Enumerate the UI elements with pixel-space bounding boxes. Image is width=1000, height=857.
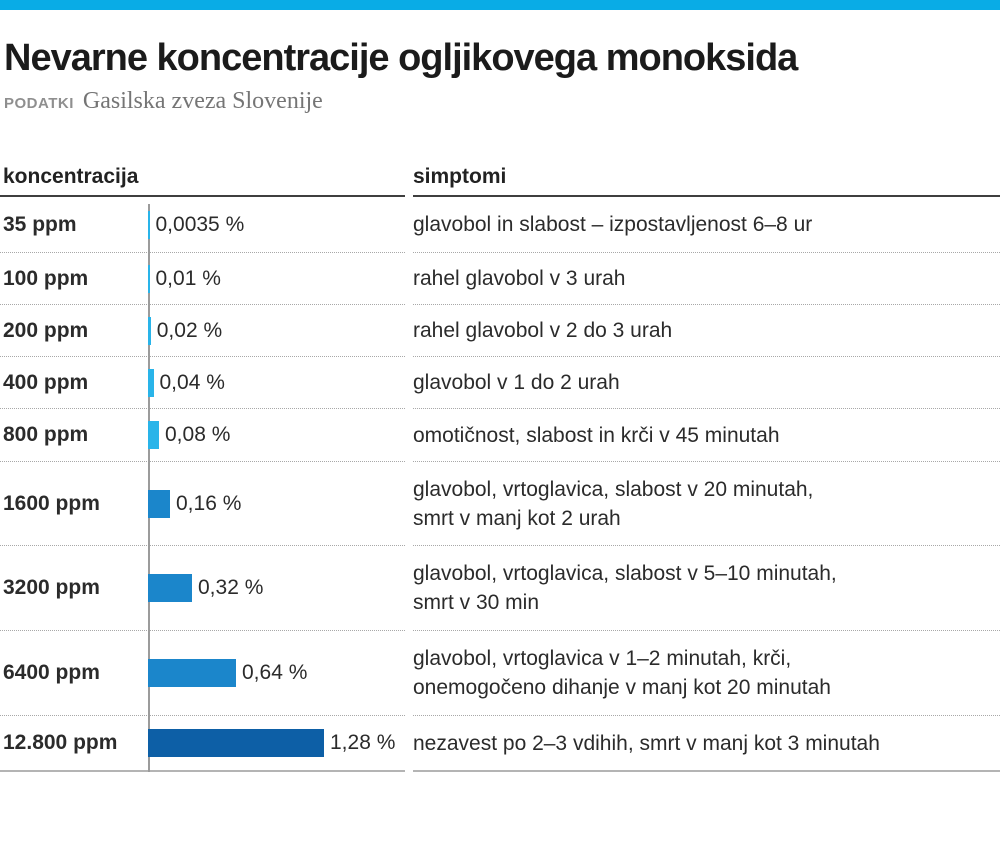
column-gap (405, 157, 413, 197)
column-gap (405, 197, 413, 253)
symptom-line: glavobol, vrtoglavica, slabost v 5–10 minutah, (413, 562, 837, 585)
symptom-text (413, 197, 1000, 253)
table-header (0, 157, 1000, 197)
concentration-cell (0, 197, 405, 253)
bar-area (148, 421, 405, 449)
concentration-cell (0, 716, 405, 772)
percent-label: 0,01 % (155, 266, 221, 290)
table-row (0, 305, 1000, 357)
column-gap (405, 631, 413, 716)
symptom-text (413, 631, 1000, 716)
symptom-line: omotičnost, slabost in krči v 45 minutah (413, 423, 780, 447)
concentration-label: 3200 ppm (3, 576, 100, 599)
symptom-line: glavobol, vrtoglavica, slabost v 20 minutah, (413, 477, 814, 501)
symptom-text (413, 716, 1000, 772)
bar-area (148, 659, 405, 687)
table-body (0, 197, 1000, 772)
concentration-cell (0, 631, 405, 716)
source-label: PODATKI (4, 95, 74, 112)
column-gap (405, 253, 413, 305)
concentration-label: 200 ppm (3, 318, 89, 342)
concentration-bar (148, 490, 170, 518)
concentration-label: 6400 ppm (3, 661, 100, 684)
percent-label: 0,04 % (159, 370, 225, 394)
percent-label: 0,16 % (176, 491, 242, 515)
concentration-bar (148, 369, 154, 397)
table-row (0, 716, 1000, 772)
symptom-line: onemogočeno dihanje v manj kot 20 minutah (413, 676, 831, 699)
column-gap (405, 546, 413, 631)
bar-area (148, 317, 405, 345)
symptom-text (413, 357, 1000, 409)
table-row (0, 253, 1000, 305)
bar-area (148, 265, 405, 293)
symptom-line: glavobol in slabost – izpostavljenost 6–8 ur (413, 213, 813, 236)
percent-label: 1,28 % (330, 731, 396, 754)
source-name: Gasilska zveza Slovenije (82, 88, 323, 114)
concentration-bar (148, 211, 150, 239)
symptom-line: nezavest po 2–3 vdihih, smrt v manj kot 3 minutah (413, 731, 880, 755)
symptom-line: glavobol v 1 do 2 urah (413, 371, 620, 394)
symptom-text (413, 546, 1000, 631)
table-row (0, 357, 1000, 409)
source-line (4, 88, 1000, 115)
column-gap (405, 409, 413, 462)
concentration-cell (0, 409, 405, 462)
concentration-bar (148, 574, 192, 602)
symptom-line: smrt v 30 min (413, 591, 540, 614)
column-gap (405, 716, 413, 772)
column-gap (405, 357, 413, 409)
concentration-label: 1600 ppm (3, 491, 100, 515)
concentration-cell (0, 305, 405, 357)
bar-area (148, 211, 405, 239)
concentration-bar (148, 265, 150, 293)
table-row (0, 197, 1000, 253)
symptom-line: rahel glavobol v 2 do 3 urah (413, 319, 673, 342)
percent-label: 0,02 % (156, 318, 223, 342)
symptom-line: rahel glavobol v 3 urah (413, 267, 626, 290)
percent-label: 0,32 % (198, 576, 264, 599)
concentration-cell (0, 462, 405, 546)
accent-bar (0, 0, 1000, 10)
concentration-cell (0, 357, 405, 409)
symptom-text (413, 409, 1000, 462)
table-row (0, 546, 1000, 631)
table-row (0, 631, 1000, 716)
concentration-bar (148, 659, 236, 687)
table-row (0, 409, 1000, 462)
concentration-bar (148, 729, 324, 757)
column-gap (405, 305, 413, 357)
bar-area (148, 490, 405, 518)
concentration-label: 100 ppm (3, 266, 89, 290)
symptom-line: glavobol, vrtoglavica v 1–2 minutah, krči, (413, 647, 792, 670)
concentration-bar (148, 421, 159, 449)
column-header-symptoms: simptomi (413, 157, 1000, 197)
table-row (0, 462, 1000, 546)
column-gap (405, 462, 413, 546)
symptom-text (413, 462, 1000, 546)
concentration-cell (0, 253, 405, 305)
symptom-line: smrt v manj kot 2 urah (413, 506, 621, 530)
concentration-label: 35 ppm (3, 212, 77, 236)
concentration-label: 800 ppm (3, 423, 89, 446)
column-header-concentration: koncentracija (0, 157, 405, 197)
concentration-cell (0, 546, 405, 631)
percent-label: 0,64 % (242, 661, 308, 684)
symptom-text (413, 253, 1000, 305)
percent-label: 0,08 % (165, 423, 231, 446)
page-title: Nevarne koncentracije ogljikovega monoksida (4, 37, 798, 79)
concentration-label: 12.800 ppm (3, 731, 118, 754)
bar-area (148, 574, 405, 602)
concentration-label: 400 ppm (3, 370, 89, 394)
bar-area (148, 369, 405, 397)
percent-label: 0,0035 % (155, 212, 245, 236)
bar-area (148, 729, 405, 757)
concentration-bar (148, 317, 151, 345)
symptom-text (413, 305, 1000, 357)
